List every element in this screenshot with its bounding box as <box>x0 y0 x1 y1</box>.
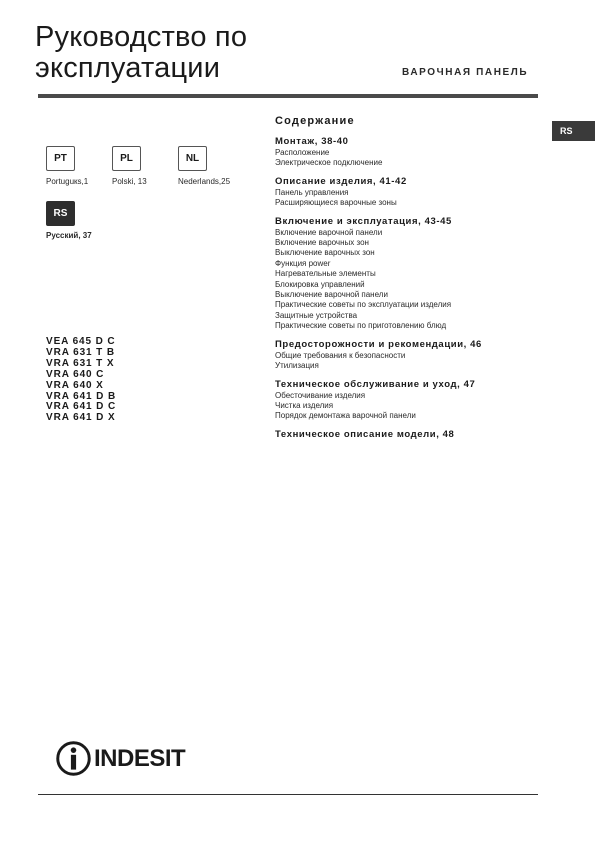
title-line-1: Руководство по <box>35 21 248 53</box>
toc-item[interactable]: Выключение варочной панели <box>275 290 388 300</box>
brand-logo <box>55 740 185 777</box>
toc-item[interactable]: Включение варочных зон <box>275 238 369 248</box>
toc-item[interactable]: Практические советы по приготовлению блюд <box>275 321 447 331</box>
language-caption-pl: Polski, 13 <box>112 177 147 186</box>
language-box-pl[interactable]: PL <box>112 146 141 171</box>
bottom-divider <box>38 794 538 795</box>
top-divider <box>38 94 538 98</box>
toc-section-installation <box>275 136 545 169</box>
toc-item[interactable]: Чистка изделия <box>275 400 334 410</box>
toc-section-title[interactable]: Предосторожности и рекомендации, 46 <box>275 338 482 350</box>
toc-item[interactable]: Электрическое подключение <box>275 158 383 168</box>
toc-section-title[interactable]: Монтаж, 38-40 <box>275 136 349 147</box>
language-box-pt[interactable]: PT <box>46 146 75 171</box>
toc-section-title[interactable]: Включение и эксплуатация, 43-45 <box>275 215 452 227</box>
model-item: VRA 631 T X <box>46 357 115 369</box>
model-item: VRA 641 D X <box>46 412 116 424</box>
toc-section-title[interactable]: Техническое описание модели, 48 <box>275 428 455 440</box>
model-item: VRA 641 D B <box>46 390 117 402</box>
toc-item[interactable]: Защитные устройства <box>275 310 358 320</box>
title-line-2: эксплуатации <box>35 52 221 84</box>
toc-item[interactable]: Панель управления <box>275 187 349 197</box>
language-caption-rs: Русский, 37 <box>46 231 92 240</box>
toc-heading: Содержание <box>275 115 355 127</box>
table-of-contents <box>275 115 545 448</box>
brand-name: INDESIT <box>94 744 186 772</box>
toc-item[interactable]: Нагревательные элементы <box>275 269 376 279</box>
language-side-tab: RS <box>552 121 595 141</box>
model-item: VRA 631 T B <box>46 346 115 358</box>
toc-section-title[interactable]: Техническое обслуживание и уход, 47 <box>275 378 476 390</box>
language-box-nl[interactable]: NL <box>178 146 207 171</box>
toc-item[interactable]: Расширяющиеся варочные зоны <box>275 198 397 208</box>
toc-item[interactable]: Выключение варочных зон <box>275 248 375 258</box>
language-caption-nl: Nederlands,25 <box>178 177 231 186</box>
toc-section-precautions <box>275 339 545 372</box>
toc-item[interactable]: Расположение <box>275 148 330 157</box>
model-item: VRA 640 X <box>46 379 104 391</box>
document-subtitle: ВАРОЧНАЯ ПАНЕЛЬ <box>402 67 529 78</box>
model-item: VRA 641 D C <box>46 401 117 413</box>
toc-item[interactable]: Функция power <box>275 258 331 268</box>
language-caption-pt: Portuguкs,1 <box>46 177 89 186</box>
toc-item[interactable]: Практические советы по эксплуатации изделия <box>275 300 452 310</box>
toc-item[interactable]: Блокировка управлений <box>275 279 365 289</box>
toc-section-operation <box>275 216 545 332</box>
toc-section-maintenance <box>275 379 545 422</box>
toc-item[interactable]: Обесточивание изделия <box>275 390 366 400</box>
toc-item[interactable]: Включение варочной панели <box>275 227 383 237</box>
page-title <box>35 22 247 84</box>
toc-item[interactable]: Общие требования к безопасности <box>275 350 406 360</box>
model-list <box>46 337 116 424</box>
toc-section-specs <box>275 429 545 441</box>
toc-section-description <box>275 176 545 209</box>
toc-item[interactable]: Утилизация <box>275 361 319 371</box>
toc-item[interactable]: Порядок демонтажа варочной панели <box>275 411 416 421</box>
model-item: VRA 640 C <box>46 368 105 380</box>
toc-section-title[interactable]: Описание изделия, 41-42 <box>275 175 407 187</box>
language-box-rs[interactable]: RS <box>46 201 75 226</box>
model-item: VEA 645 D C <box>46 336 116 347</box>
indesit-i-logo-icon <box>55 740 92 777</box>
